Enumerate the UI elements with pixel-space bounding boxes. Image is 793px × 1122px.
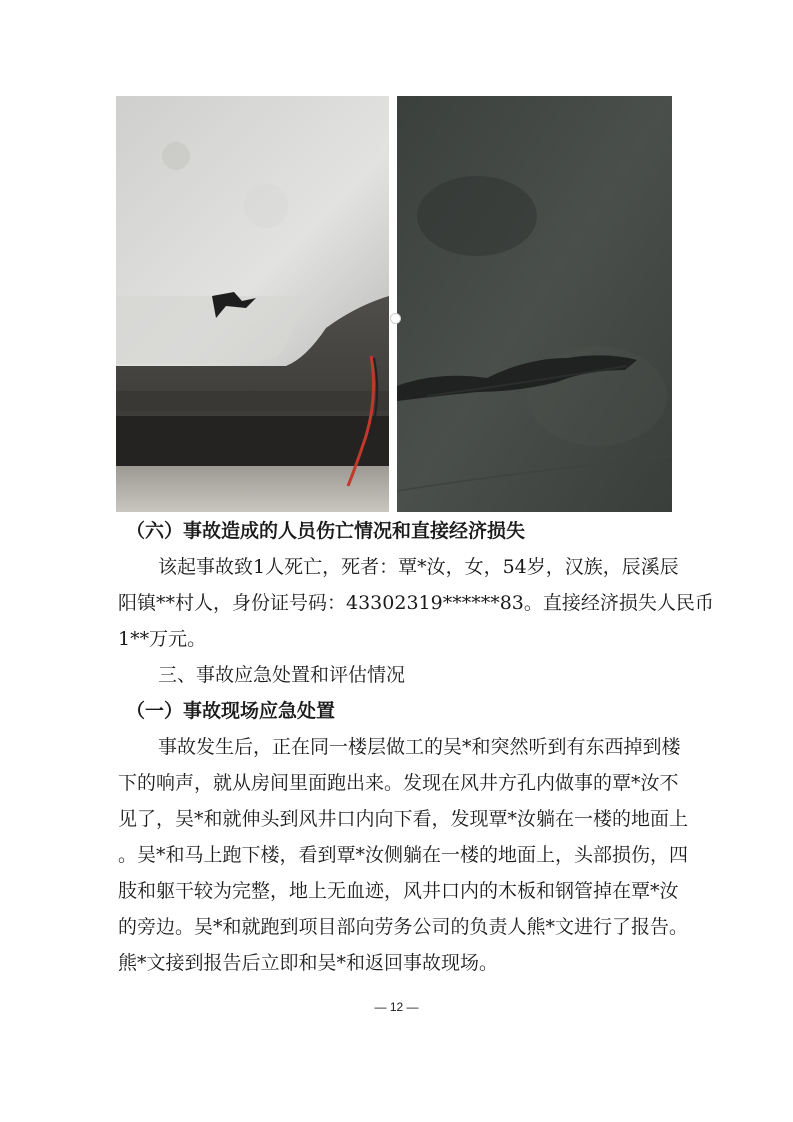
page-number: — 12 —: [374, 1000, 419, 1014]
paragraph-line: 事故发生后，正在同一楼层做工的吴*和突然听到有东西掉到楼: [158, 736, 681, 758]
scene-photos: [116, 96, 672, 512]
photo-divider-dot: [390, 313, 401, 324]
section-heading-emergency: 三、事故应急处置和评估情况: [158, 664, 406, 686]
paragraph-line: 熊*文接到报告后立即和吴*和返回事故现场。: [118, 952, 499, 974]
paragraph-line: 阳镇**村人，身份证号码：43302319******83。直接经济损失人民币: [118, 592, 714, 614]
paragraph-line: 下的响声，就从房间里面跑出来。发现在风井方孔内做事的覃*汝不: [118, 772, 679, 794]
paragraph-line: 肢和躯干较为完整，地上无血迹，风井口内的木板和钢管掉在覃*汝: [118, 880, 679, 902]
section-heading-casualties: （六）事故造成的人员伤亡情况和直接经济损失: [126, 520, 526, 542]
paragraph-line: 。吴*和马上跑下楼，看到覃*汝侧躺在一楼的地面上，头部损伤，四: [118, 844, 689, 866]
paragraph-line: 见了，吴*和就伸头到风井口内向下看，发现覃*汝躺在一楼的地面上: [118, 808, 689, 830]
paragraph-line: 该起事故致1人死亡，死者：覃*汝，女，54岁，汉族，辰溪辰: [158, 556, 679, 578]
scene-photo-right: [397, 96, 672, 512]
paragraph-line: 的旁边。吴*和就跑到项目部向劳务公司的负责人熊*文进行了报告。: [118, 916, 689, 938]
scene-photo-left: [116, 96, 389, 512]
paragraph-line: 1**万元。: [118, 628, 207, 650]
subsection-heading-response: （一）事故现场应急处置: [126, 700, 336, 722]
